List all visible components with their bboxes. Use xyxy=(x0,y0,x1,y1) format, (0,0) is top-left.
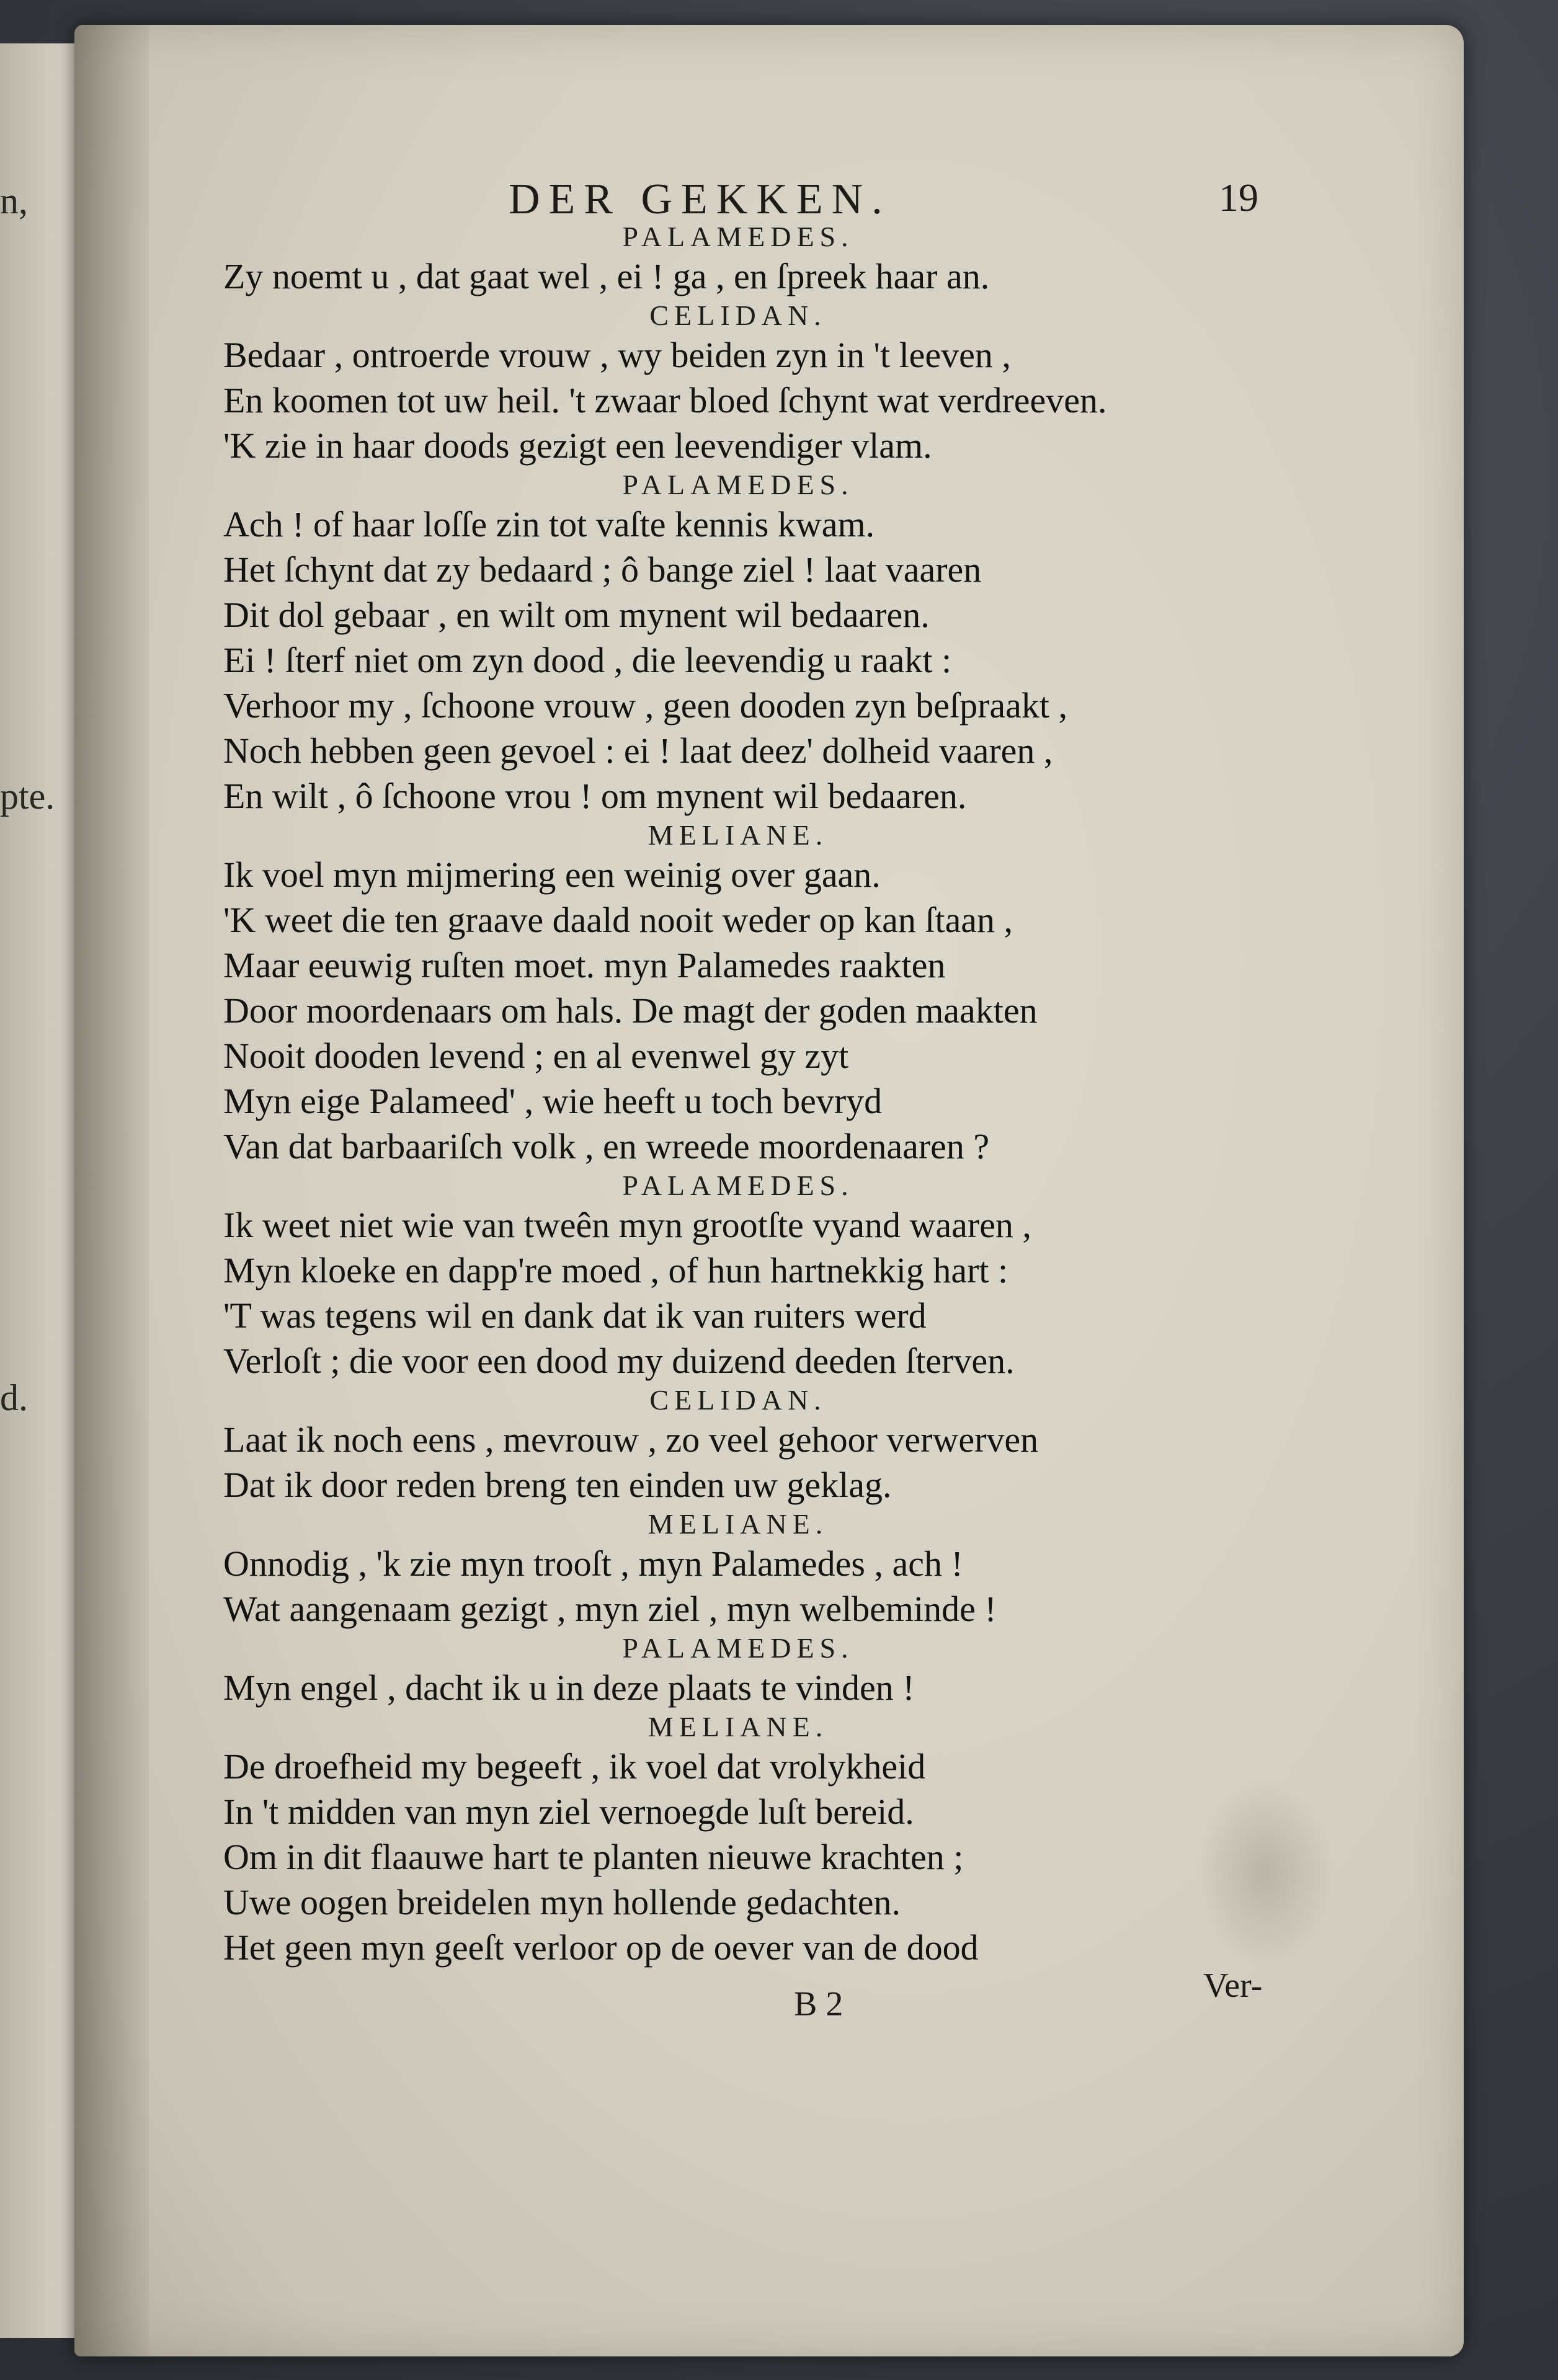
verse-line: Onnodig , 'k zie myn trooſt , myn Palamedes , ach ! xyxy=(223,1543,963,1584)
verse-line: Wat aangenaam gezigt , myn ziel , myn welbeminde ! xyxy=(223,1589,997,1629)
play-text xyxy=(223,220,1278,1970)
verse-line: Myn kloeke en dapp're moed , of hun hartnekkig hart : xyxy=(223,1250,1008,1290)
verse-line: Myn eige Palameed' , wie heeft u toch bevryd xyxy=(223,1081,883,1121)
verse-line: Het geen myn geeſt verloor op de oever van de dood xyxy=(223,1927,979,1968)
signature-mark: B 2 xyxy=(794,1985,844,2023)
verse-line: Ik weet niet wie van tweên myn grootſte vyand waaren , xyxy=(223,1205,1031,1245)
verse-line: Verloſt ; die voor een dood my duizend deeden ſterven. xyxy=(223,1341,1015,1381)
verse-line: En koomen tot uw heil. 't zwaar bloed ſchynt wat verdreeven. xyxy=(223,380,1107,420)
verse-line: Noch hebben geen gevoel : ei ! laat deez' dolheid vaaren , xyxy=(223,730,1053,771)
speaker-name: MELIANE. xyxy=(648,1508,829,1540)
verse-line: Dit dol gebaar , en wilt om mynent wil bedaaren. xyxy=(223,595,930,635)
verse-line: Laat ik noch eens , mevrouw , zo veel gehoor verwerven xyxy=(223,1419,1039,1460)
verse-line: Ach ! of haar loſſe zin tot vaſte kennis kwam. xyxy=(223,504,875,544)
speaker-name: PALAMEDES. xyxy=(622,1170,854,1201)
facing-page-fragment: d. xyxy=(0,1377,28,1418)
verse-line: Zy noemt u , dat gaat wel , ei ! ga , en ſpreek haar an. xyxy=(223,256,990,296)
verse-line: Ik voel myn mijmering een weinig over gaan. xyxy=(223,855,881,895)
verse-line: Om in dit flaauwe hart te planten nieuwe krachten ; xyxy=(223,1837,964,1877)
speaker-name: PALAMEDES. xyxy=(622,1632,854,1664)
verse-line: Van dat barbaariſch volk , en wreede moordenaaren ? xyxy=(223,1126,990,1166)
verse-line: 'K weet die ten graave daald nooit weder op kan ſtaan , xyxy=(223,900,1013,940)
verse-line: Dat ik door reden breng ten einden uw geklag. xyxy=(223,1465,892,1505)
verse-line: 'K zie in haar doods gezigt een leevendiger vlam. xyxy=(223,425,932,466)
verse-line: Maar eeuwig ruſten moet. myn Palamedes raakten xyxy=(223,945,946,985)
catchword: Ver- xyxy=(1203,1966,1263,2005)
verse-line: Door moordenaars om hals. De magt der goden maakten xyxy=(223,990,1038,1031)
speaker-name: PALAMEDES. xyxy=(622,469,854,500)
speaker-name: CELIDAN. xyxy=(649,1384,827,1416)
verse-line: Nooit dooden levend ; en al evenwel gy zyt xyxy=(223,1036,849,1076)
verse-line: Het ſchynt dat zy bedaard ; ô bange ziel ! laat vaaren xyxy=(223,549,982,590)
verse-line: Ei ! ſterf niet om zyn dood , die leevendig u raakt : xyxy=(223,640,952,680)
page-gutter-shadow xyxy=(74,25,149,2356)
verse-line: Myn engel , dacht ik u in deze plaats te vinden ! xyxy=(223,1667,915,1708)
running-head: DER GEKKEN. xyxy=(509,175,891,223)
speaker-name: MELIANE. xyxy=(648,1711,829,1743)
facing-page-fragment: n, xyxy=(0,180,28,221)
speaker-name: PALAMEDES. xyxy=(622,221,854,252)
verse-line: Uwe oogen breidelen myn hollende gedachten. xyxy=(223,1882,901,1922)
verse-line: Verhoor my , ſchoone vrouw , geen dooden zyn beſpraakt , xyxy=(223,685,1067,726)
speaker-name: MELIANE. xyxy=(648,819,829,851)
speaker-name: CELIDAN. xyxy=(649,300,827,331)
page-number: 19 xyxy=(1219,175,1258,220)
verse-line: En wilt , ô ſchoone vrou ! om mynent wil bedaaren. xyxy=(223,776,967,816)
verse-line: 'T was tegens wil en dank dat ik van ruiters werd xyxy=(223,1295,927,1336)
verse-line: De droefheid my begeeft , ik voel dat vrolykheid xyxy=(223,1746,926,1787)
verse-line: In 't midden van myn ziel vernoegde luſt bereid. xyxy=(223,1792,914,1832)
verse-line: Bedaar , ontroerde vrouw , wy beiden zyn in 't leeven , xyxy=(223,335,1011,375)
facing-page-fragment: pte. xyxy=(0,776,55,817)
